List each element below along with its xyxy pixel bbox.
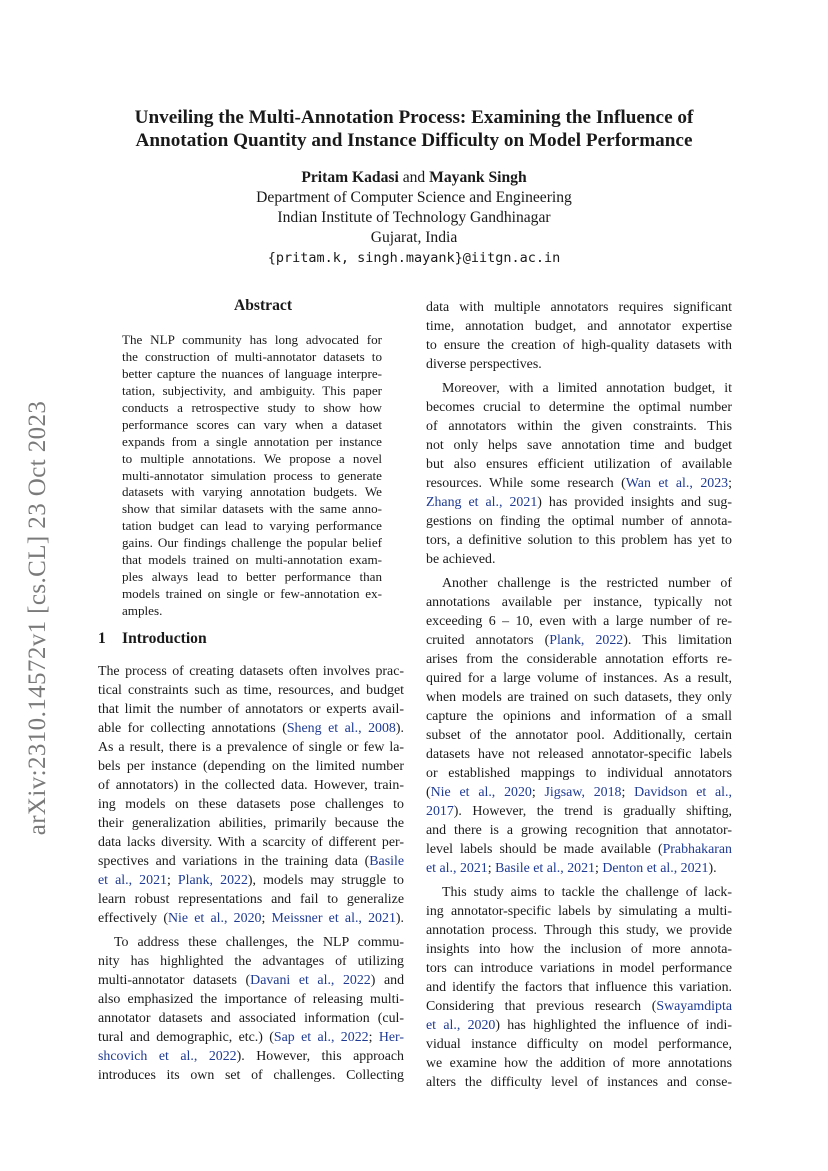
text-line: quired for a large volume of instances. As a result,	[426, 671, 732, 686]
text-segment: spectives and variations in the training data (	[98, 854, 370, 869]
citation-link[interactable]: Denton et al., 2021	[602, 861, 709, 876]
text-line: to ensure the creation of high-quality datasets with	[426, 338, 732, 353]
text-line: and there is a growing recognition that annotator-	[426, 823, 732, 838]
text-line: vidual instance difficulty on model performance,	[426, 1037, 732, 1052]
affiliation-institute: Indian Institute of Technology Gandhinagar	[277, 209, 551, 226]
text-segment: ), models may struggle to	[247, 873, 404, 888]
text-line	[426, 474, 732, 493]
text-line: tation budget can lead to varying performance	[122, 518, 382, 534]
citation-link[interactable]: et al., 2020	[426, 1018, 496, 1033]
text-line: ing models on these datasets pose challenges to	[98, 797, 404, 812]
text-line	[98, 871, 404, 890]
text-line	[426, 802, 732, 821]
citation-link[interactable]: Basile	[369, 854, 404, 869]
text-line: and identify the factors that influence this variation.	[426, 980, 732, 995]
text-line: show that similar datasets with the same anno-	[122, 501, 382, 517]
citation-link[interactable]: Swayamdipta	[656, 999, 732, 1014]
text-line: that limit the number of annotators or experts avail-	[98, 702, 404, 717]
author-2: Mayank Singh	[429, 169, 527, 186]
text-line: Another challenge is the restricted number of	[442, 576, 732, 591]
text-line	[98, 719, 404, 738]
citation-link[interactable]: Wan et al., 2023	[625, 476, 729, 491]
citation-link[interactable]: Basile et al., 2021	[495, 861, 595, 876]
citation-link[interactable]: Meissner et al., 2021	[271, 911, 396, 926]
text-line: annotations available per instance, typically not	[426, 595, 732, 610]
text-segment: tural and demographic, etc.) (	[98, 1030, 274, 1045]
text-line: be achieved.	[426, 552, 496, 567]
citation-link[interactable]: et al., 2021	[98, 873, 167, 888]
abstract-heading: Abstract	[233, 297, 293, 314]
text-segment: ;	[531, 785, 545, 800]
text-line: the construction of multi-annotator datasets to	[122, 348, 382, 364]
text-line: exceeding 6 – 10, even with a large number of re-	[426, 614, 732, 629]
text-line	[98, 1047, 404, 1066]
text-line: alters the difficulty level of instances and conse-	[426, 1075, 732, 1090]
text-line: when models are trained on such datasets, they only	[426, 690, 732, 705]
left-column-text	[98, 662, 404, 1085]
text-line: or established mappings to individual annotators	[426, 766, 732, 781]
text-segment: ).	[708, 861, 717, 876]
text-line: amples.	[122, 603, 163, 618]
text-line: models trained on single or few-annotation ex-	[122, 586, 382, 602]
text-line: also emphasized the importance of releasing multi-	[98, 992, 404, 1007]
text-line: not only helps save annotation time and budget	[426, 438, 732, 453]
text-line: expands from a single annotation per instance	[122, 433, 382, 449]
text-line: but also ensures efficient utilization of available	[426, 457, 732, 472]
text-line: data lacks diversity. With a scarcity of different per-	[98, 835, 404, 850]
text-line: better capture the nuances of language interpre-	[122, 365, 382, 381]
text-segment: ) has highlighted the influence of indi-	[495, 1018, 732, 1033]
text-line	[426, 631, 732, 650]
text-line: tation, subjectivity, and ambiguity. This paper	[122, 382, 382, 398]
right-column-text	[426, 298, 732, 1092]
text-line: The process of creating datasets often involves prac-	[98, 664, 404, 679]
text-segment: level labels should be made available (	[426, 842, 663, 857]
text-line: multi-annotator simulation process to generate	[122, 467, 382, 483]
text-line: ples always lead to better performance than	[122, 569, 382, 585]
text-segment: ). However, the trend is gradually shifting,	[453, 804, 732, 819]
text-line	[98, 852, 404, 871]
text-line: datasets have not released annotator-specific labels	[426, 747, 732, 762]
citation-link[interactable]: Davani et al., 2022	[250, 973, 371, 988]
text-line	[426, 493, 732, 512]
text-line: This study aims to tackle the challenge of lack-	[442, 885, 732, 900]
text-segment: ) has provided insights and sug-	[537, 495, 732, 510]
text-segment: (	[426, 785, 431, 800]
arxiv-identifier: arXiv:2310.14572v1 [cs.CL] 23 Oct 2023	[24, 400, 51, 836]
citation-link[interactable]: Nie et al., 2020	[167, 911, 262, 926]
text-line: to multiple annotations. We propose a novel	[122, 450, 382, 466]
text-segment: ).	[395, 911, 404, 926]
author-conjunction: and	[402, 169, 426, 186]
citation-link[interactable]: Sheng et al., 2008	[286, 721, 396, 736]
citation-link[interactable]: Plank, 2022	[177, 873, 248, 888]
text-line: of annotators) in the collected data. However, train-	[98, 778, 404, 793]
author-1: Pritam Kadasi	[301, 169, 399, 186]
text-segment: cruited annotators (	[426, 633, 550, 648]
text-line: learn robust representations and fail to generalize	[98, 892, 404, 907]
paper-title	[60, 106, 768, 152]
text-line: annotator datasets and associated information (cul-	[98, 1011, 404, 1026]
citation-link[interactable]: Jigsaw, 2018	[544, 785, 622, 800]
author-emails: {pritam.k, singh.mayank}@iitgn.ac.in	[267, 250, 561, 266]
text-line: ing annotator-specific labels by simulating a multi-	[426, 904, 732, 919]
citation-link[interactable]: Sap et al., 2022	[273, 1030, 369, 1045]
citation-link[interactable]: Prabhakaran	[662, 842, 732, 857]
text-segment: multi-annotator datasets (	[98, 973, 251, 988]
text-segment: effectively (	[98, 911, 168, 926]
section-heading-introduction	[98, 630, 207, 648]
text-line: tors, a definitive solution to this problem has yet to	[426, 533, 732, 548]
text-line: To address these challenges, the NLP commu-	[114, 935, 404, 950]
text-line: nity has highlighted the advantages of utilizing	[98, 954, 404, 969]
citation-link[interactable]: et al., 2021	[426, 861, 488, 876]
text-line: As a result, there is a prevalence of single or few la-	[98, 740, 404, 755]
text-line: introduces its own set of challenges. Collecting	[98, 1068, 404, 1083]
citation-link[interactable]: Plank, 2022	[549, 633, 624, 648]
text-segment: ;	[621, 785, 635, 800]
text-line: tical constraints such as time, resources, and budget	[98, 683, 404, 698]
text-line: insights into how the inclusion of more annota-	[426, 942, 732, 957]
text-line	[98, 909, 404, 928]
text-line: arises from the considerable annotation efforts re-	[426, 652, 732, 667]
text-line: subset of the annotator pool. Additionally, certain	[426, 728, 732, 743]
text-line: bels per instance (depending on the limited number	[98, 759, 404, 774]
text-segment: ;	[487, 861, 496, 876]
author-list	[60, 168, 768, 188]
text-line: we examine how the addition of more annotations	[426, 1056, 732, 1071]
text-segment: ).	[395, 721, 404, 736]
text-line: becomes crucial to determine the optimal number	[426, 400, 732, 415]
text-line	[426, 783, 732, 802]
section-title: Introduction	[122, 630, 207, 647]
text-segment: ;	[261, 911, 272, 926]
text-line: time, annotation budget, and annotator expertise	[426, 319, 732, 334]
citation-link[interactable]: Zhang et al., 2021	[426, 495, 538, 510]
text-segment: ;	[368, 1030, 379, 1045]
citation-link[interactable]: Nie et al., 2020	[430, 785, 532, 800]
citation-link[interactable]: 2017	[426, 804, 454, 819]
text-line: Moreover, with a limited annotation budget, it	[442, 381, 732, 396]
citation-link[interactable]: Davidson et al.,	[634, 785, 732, 800]
text-line: of annotators within the given constraints. This	[426, 419, 732, 434]
text-line	[426, 840, 732, 859]
arxiv-side-stamp	[8, 368, 68, 868]
text-line: tors can introduce variations in model performance	[426, 961, 732, 976]
text-line	[426, 1016, 732, 1035]
text-line: The NLP community has long advocated for	[122, 332, 382, 347]
citation-link[interactable]: shcovich et al., 2022	[98, 1049, 237, 1064]
text-line: that models trained on multi-annotation exam-	[122, 552, 382, 568]
text-segment: ). However, this approach	[236, 1049, 404, 1064]
citation-link[interactable]: Her-	[378, 1030, 404, 1045]
text-line: capture the opinions and information of a small	[426, 709, 732, 724]
text-segment: resources. While some research (	[426, 476, 626, 491]
text-segment: ;	[728, 476, 732, 491]
title-line-1: Unveiling the Multi-Annotation Process: Examining the Influence of	[134, 107, 694, 128]
text-line	[98, 971, 404, 990]
text-line	[426, 997, 732, 1016]
text-line	[426, 859, 732, 878]
text-line: gestions on finding the optimal number of annota-	[426, 514, 732, 529]
text-segment: able for collecting annotations (	[98, 721, 287, 736]
text-line: annotation process. Through this study, we provide	[426, 923, 732, 938]
text-segment: ) and	[370, 973, 404, 988]
text-segment: ;	[166, 873, 178, 888]
text-line: performance scores can vary when a dataset	[122, 416, 382, 432]
abstract-body	[122, 332, 382, 620]
text-segment: Considering that previous research (	[426, 999, 657, 1014]
text-line: diverse perspectives.	[426, 357, 542, 372]
text-line: gains. Our findings challenge the popular belief	[122, 535, 382, 551]
text-line: data with multiple annotators requires significant	[426, 300, 732, 315]
affiliation	[60, 188, 768, 268]
text-line: datasets with varying annotation budgets. We	[122, 484, 382, 500]
text-line: conducts a retrospective study to show how	[122, 399, 382, 415]
title-line-2: Annotation Quantity and Instance Difficulty on Model Performance	[135, 130, 693, 151]
affiliation-location: Gujarat, India	[370, 229, 458, 246]
text-line: their generalization abilities, primarily because the	[98, 816, 404, 831]
text-segment: ). This limitation	[623, 633, 732, 648]
text-line	[98, 1028, 404, 1047]
affiliation-department: Department of Computer Science and Engineering	[256, 189, 572, 206]
text-segment: ;	[595, 861, 603, 876]
section-number: 1	[98, 630, 106, 647]
